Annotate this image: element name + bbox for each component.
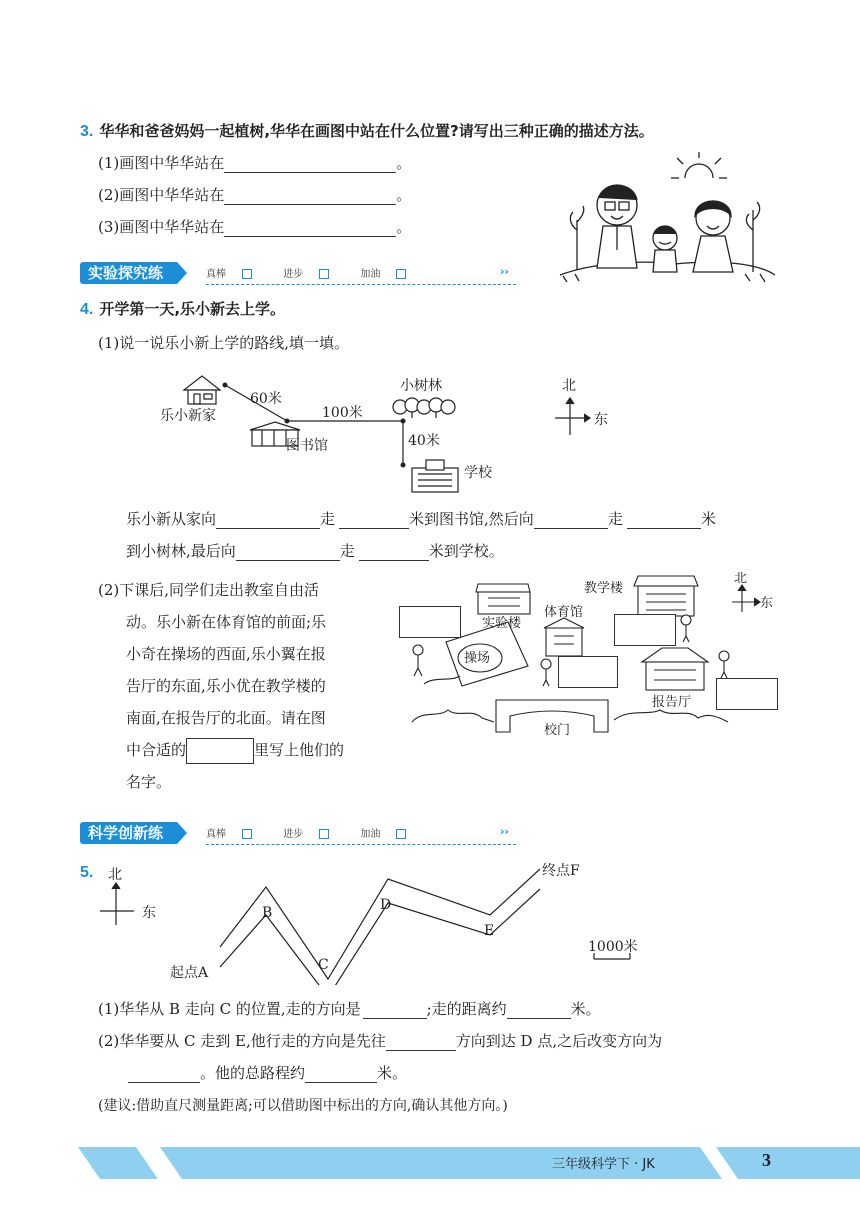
checkbox[interactable] <box>396 829 406 839</box>
q3-answer1-blank[interactable] <box>224 158 396 173</box>
checkbox[interactable] <box>319 829 329 839</box>
q4-sub1: (1)说一说乐小新上学的路线,填一填。 <box>98 334 350 352</box>
q4-number: 4. <box>80 301 94 318</box>
point-c-label: C <box>318 957 329 973</box>
checkbox[interactable] <box>242 829 252 839</box>
rating-progress[interactable]: 进步 <box>283 829 343 840</box>
direction-blank-2[interactable] <box>534 514 608 529</box>
dashed-divider <box>206 284 516 285</box>
q3-answer3-blank[interactable] <box>224 222 396 237</box>
teaching-building-label: 教学楼 <box>584 581 624 596</box>
q4-fill-line2: 到小树林,最后向 走 米到学校。 <box>126 542 504 560</box>
section-header-experiment <box>80 262 520 284</box>
q5-line2: (2)华华要从 C 走到 E,他行走的方向是先往 方向到达 D 点,之后改变方向为 <box>98 1032 663 1050</box>
grove-label: 小树林 <box>400 378 442 394</box>
gate-label: 校门 <box>544 723 571 738</box>
end-point-label: 终点F <box>542 863 580 879</box>
field-label: 操场 <box>464 651 491 666</box>
path-diagram <box>90 855 670 985</box>
gym-label: 体育馆 <box>544 605 584 620</box>
q3-title <box>80 120 654 141</box>
direction-blank-1[interactable] <box>216 514 320 529</box>
footer-book-label: 三年级科学下 · JK <box>552 1157 655 1172</box>
q3-text: 华华和爸爸妈妈一起植树,华华在画图中站在什么位置?请写出三种正确的描述方法。 <box>99 122 654 140</box>
q4-text: 开学第一天,乐小新去上学。 <box>99 300 286 318</box>
campus-north-label: 北 <box>734 572 748 586</box>
q5-distance-blank[interactable] <box>507 1004 571 1019</box>
rating-options <box>206 825 434 840</box>
q3-line2: (2)画图中华华站在 。 <box>98 186 412 204</box>
q5-total-distance-blank[interactable] <box>305 1068 377 1083</box>
q5-direction-blank[interactable] <box>363 1004 427 1019</box>
rating-great[interactable]: 真棒 <box>206 269 266 280</box>
page-number: 3 <box>762 1150 771 1170</box>
answer-box-hall-east[interactable] <box>716 678 778 710</box>
north-label: 北 <box>562 378 576 394</box>
family-tree-planting-illustration <box>555 150 780 290</box>
chevron-right-icon: ›› <box>500 825 510 838</box>
q5-east-label: 东 <box>142 905 156 921</box>
q3-number: 3. <box>80 123 94 140</box>
report-hall-label: 报告厅 <box>652 695 692 710</box>
rating-progress[interactable]: 进步 <box>283 269 343 280</box>
scale-label: 1000米 <box>588 939 638 955</box>
footer-band <box>0 1145 860 1185</box>
rating-great[interactable]: 真棒 <box>206 829 266 840</box>
distance-blank-2[interactable] <box>627 514 701 529</box>
route-map <box>150 360 650 495</box>
east-label: 东 <box>594 412 608 428</box>
q3-line1: (1)画图中华华站在 。 <box>98 154 412 172</box>
library-label: 图书馆 <box>286 438 328 454</box>
checkbox[interactable] <box>319 269 329 279</box>
rating-options <box>206 265 434 280</box>
distance-100-label: 100米 <box>322 405 363 421</box>
point-d-label: D <box>380 897 392 913</box>
checkbox[interactable] <box>242 269 252 279</box>
home-label: 乐小新家 <box>160 408 216 424</box>
distance-blank-3[interactable] <box>359 546 429 561</box>
rating-keep-going[interactable]: 加油 <box>360 829 420 840</box>
q5-second-direction-blank[interactable] <box>128 1068 200 1083</box>
q5-number: 5. <box>80 864 94 881</box>
section-title: 实验探究练 <box>80 262 177 284</box>
chevron-right-icon: ›› <box>500 265 510 278</box>
campus-east-label: 东 <box>760 596 774 611</box>
direction-blank-3[interactable] <box>236 546 340 561</box>
q5-note: (建议:借助直尺测量距离;可以借助图中标出的方向,确认其他方向。) <box>98 1098 508 1114</box>
q5-line1: (1)华华从 B 走向 C 的位置,走的方向是 ;走的距离约 米。 <box>98 1000 601 1018</box>
answer-box-field-west[interactable] <box>399 606 461 638</box>
q5-first-direction-blank[interactable] <box>386 1036 456 1051</box>
distance-blank-1[interactable] <box>339 514 409 529</box>
distance-40-label: 40米 <box>408 433 440 449</box>
point-e-label: E <box>484 923 495 939</box>
q5-north-label: 北 <box>108 867 122 883</box>
rating-keep-going[interactable]: 加油 <box>360 269 420 280</box>
answer-box-teaching-south[interactable] <box>614 614 676 646</box>
point-b-label: B <box>262 905 273 921</box>
sample-box <box>186 738 254 764</box>
q4-fill-line1: 乐小新从家向 走 米到图书馆,然后向 走 米 <box>126 510 716 528</box>
school-label: 学校 <box>464 465 492 481</box>
q4-sub2: (2)下课后,同学们走出教室自由活 动。乐小新在体育馆的前面;乐 小奇在操场的西面,乐小翼在报 告厅的东面,乐小优在教学楼的 南面,在报告厅的北面。请在图 中合适的 里写上他们的 名字。 <box>98 581 345 791</box>
start-point-label: 起点A <box>170 965 209 981</box>
section-header-innovation <box>80 822 520 844</box>
section-title: 科学创新练 <box>80 822 177 844</box>
q3-answer2-blank[interactable] <box>224 190 396 205</box>
q5-line3: 。他的总路程约 米。 <box>128 1062 407 1083</box>
answer-box-gym-front[interactable] <box>558 656 618 688</box>
lab-label: 实验楼 <box>482 616 522 631</box>
checkbox[interactable] <box>396 269 406 279</box>
dashed-divider <box>206 844 516 845</box>
q4-title <box>80 298 285 319</box>
q3-line3: (3)画图中华华站在 。 <box>98 218 412 236</box>
distance-60-label: 60米 <box>250 391 282 407</box>
